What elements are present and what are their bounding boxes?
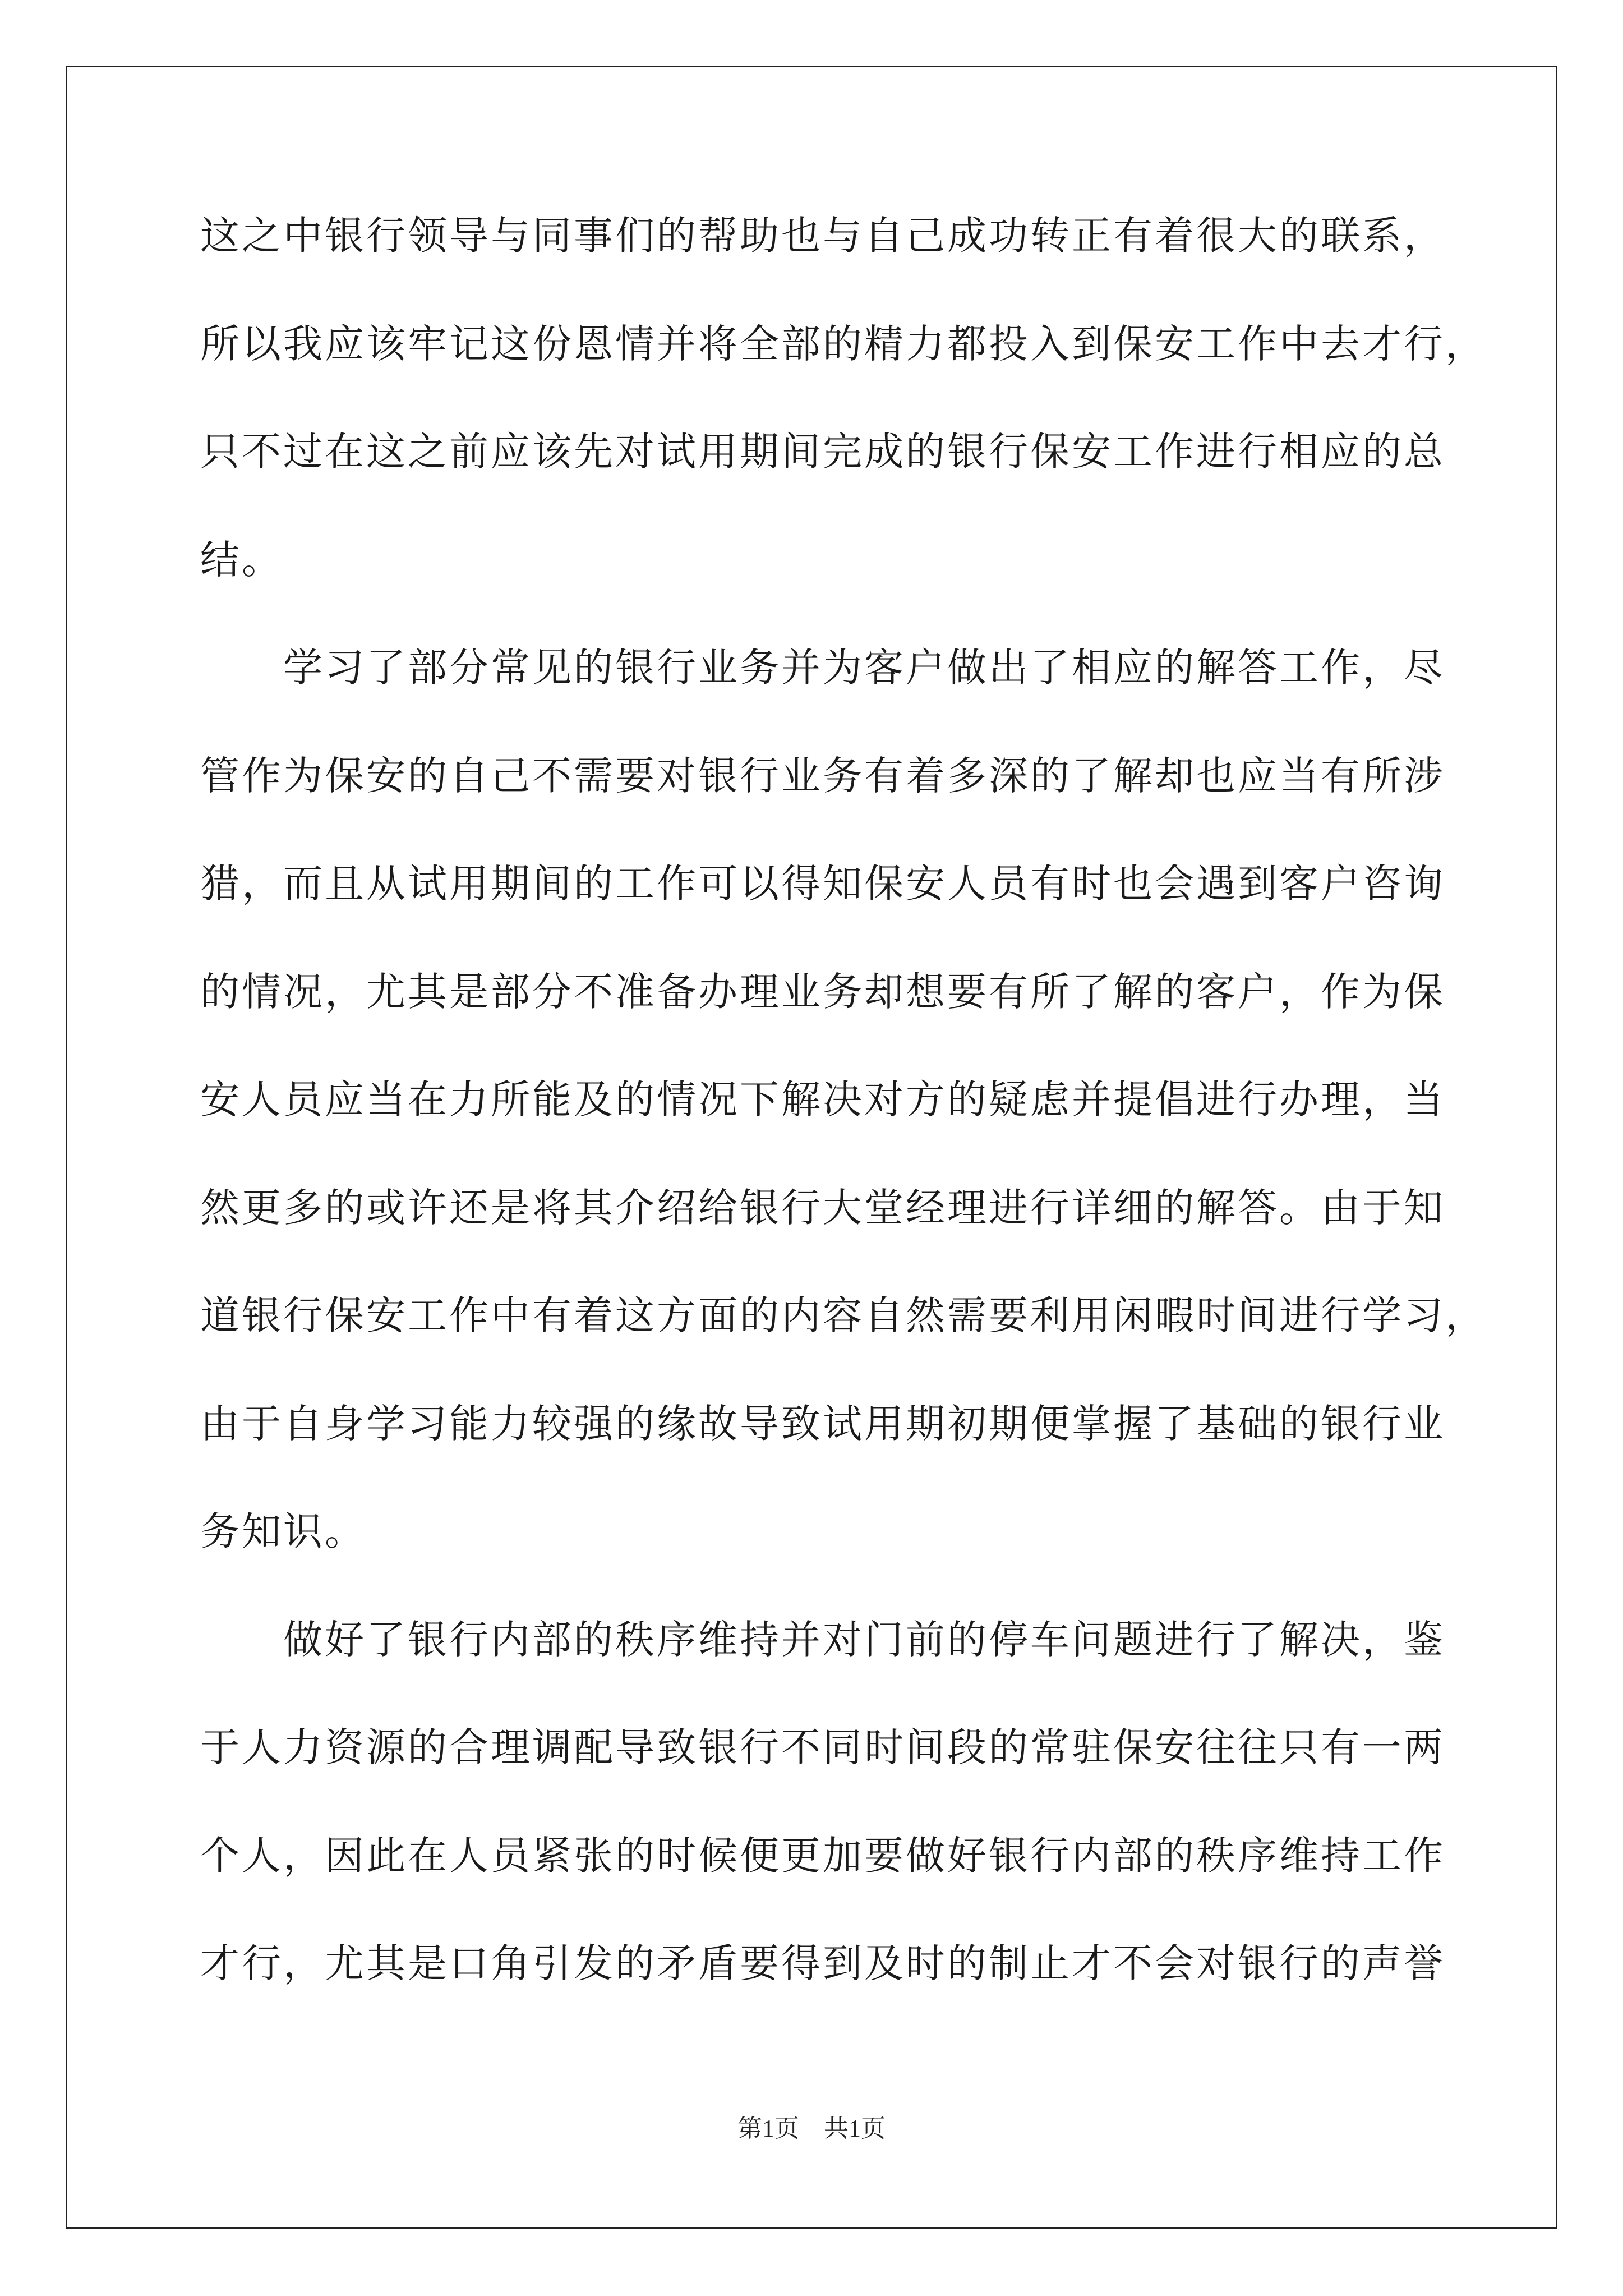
text-line: 只不过在这之前应该先对试用期间完成的银行保安工作进行相应的总	[200, 429, 1445, 475]
text-line: 于人力资源的合理调配导致银行不同时间段的常驻保安往往只有一两	[200, 1724, 1445, 1770]
text-line: 道银行保安工作中有着这方面的内容自然需要利用闲暇时间进行学习，	[200, 1292, 1487, 1338]
text-line: 管作为保安的自己不需要对银行业务有着多深的了解却也应当有所涉	[200, 752, 1445, 799]
text-line: 做好了银行内部的秩序维持并对门前的停车问题进行了解决，鉴	[283, 1616, 1445, 1663]
text-line: 的情况，尤其是部分不准备办理业务却想要有所了解的客户，作为保	[200, 968, 1445, 1015]
document-body	[200, 213, 1487, 2052]
text-line: 所以我应该牢记这份恩情并将全部的精力都投入到保安工作中去才行，	[200, 320, 1487, 367]
text-line: 才行，尤其是口角引发的矛盾要得到及时的制止才不会对银行的声誉	[200, 1940, 1445, 1986]
text-line: 这之中银行领导与同事们的帮助也与自己成功转正有着很大的联系，	[200, 213, 1445, 259]
text-line: 学习了部分常见的银行业务并为客户做出了相应的解答工作，尽	[283, 645, 1445, 691]
page-footer	[0, 2115, 1623, 2143]
text-line: 结。	[200, 536, 283, 583]
text-line: 安人员应当在力所能及的情况下解决对方的疑虑并提倡进行办理，当	[200, 1076, 1445, 1122]
page-number: 第1页 共1页	[737, 2115, 886, 2142]
text-line: 务知识。	[200, 1508, 366, 1554]
text-line: 然更多的或许还是将其介绍给银行大堂经理进行详细的解答。由于知	[200, 1184, 1445, 1231]
text-line: 个人，因此在人员紧张的时候便更加要做好银行内部的秩序维持工作	[200, 1832, 1445, 1879]
text-line: 由于自身学习能力较强的缘故导致试用期初期便掌握了基础的银行业	[200, 1400, 1445, 1447]
text-line: 猎，而且从试用期间的工作可以得知保安人员有时也会遇到客户咨询	[200, 861, 1445, 907]
